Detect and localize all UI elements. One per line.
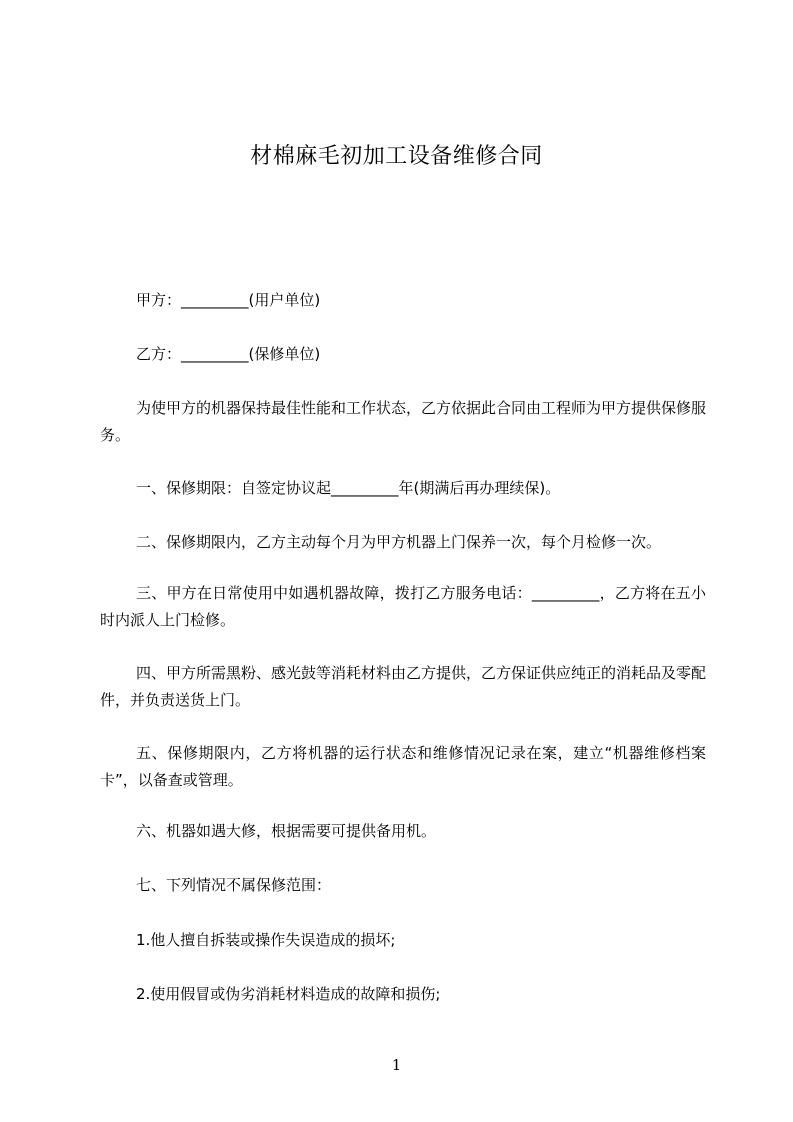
clause-1: 一、保修期限：自签定协议起_________年(期满后再办理续保)。 [136, 479, 561, 497]
party-b-line: 乙方：_________(保修单位) [136, 345, 321, 363]
clause-6: 六、机器如遇大修，根据需要可提供备用机。 [136, 822, 437, 840]
party-a-line: 甲方：_________(用户单位) [136, 291, 321, 309]
clause-5: 五、保修期限内，乙方将机器的运行状态和维修情况记录在案，建立“机器维修档案卡”，以备查或管理。 [100, 744, 706, 789]
clause-7-item-1: 1.他人擅自拆装或操作失误造成的损坏; [136, 931, 396, 949]
clause-7: 七、下列情况不属保修范围： [136, 876, 332, 894]
clause-4: 四、甲方所需黑粉、感光鼓等消耗材料由乙方提供，乙方保证供应纯正的消耗品及零配件，并负责送货上门。 [100, 664, 707, 709]
intro-paragraph: 为使甲方的机器保持最佳性能和工作状态，乙方依据此合同由工程师为甲方提供保修服务。 [100, 399, 707, 444]
document-title: 材棉麻毛初加工设备维修合同 [250, 144, 543, 169]
clause-2: 二、保修期限内，乙方主动每个月为甲方机器上门保养一次，每个月检修一次。 [136, 533, 662, 551]
page-number: 1 [391, 1056, 402, 1074]
clause-7-item-2: 2.使用假冒或伪劣消耗材料造成的故障和损伤; [136, 985, 441, 1003]
clause-3: 三、甲方在日常使用中如遇机器故障，拨打乙方服务电话：_________，乙方将在五小时内派人上门检修。 [100, 584, 706, 629]
